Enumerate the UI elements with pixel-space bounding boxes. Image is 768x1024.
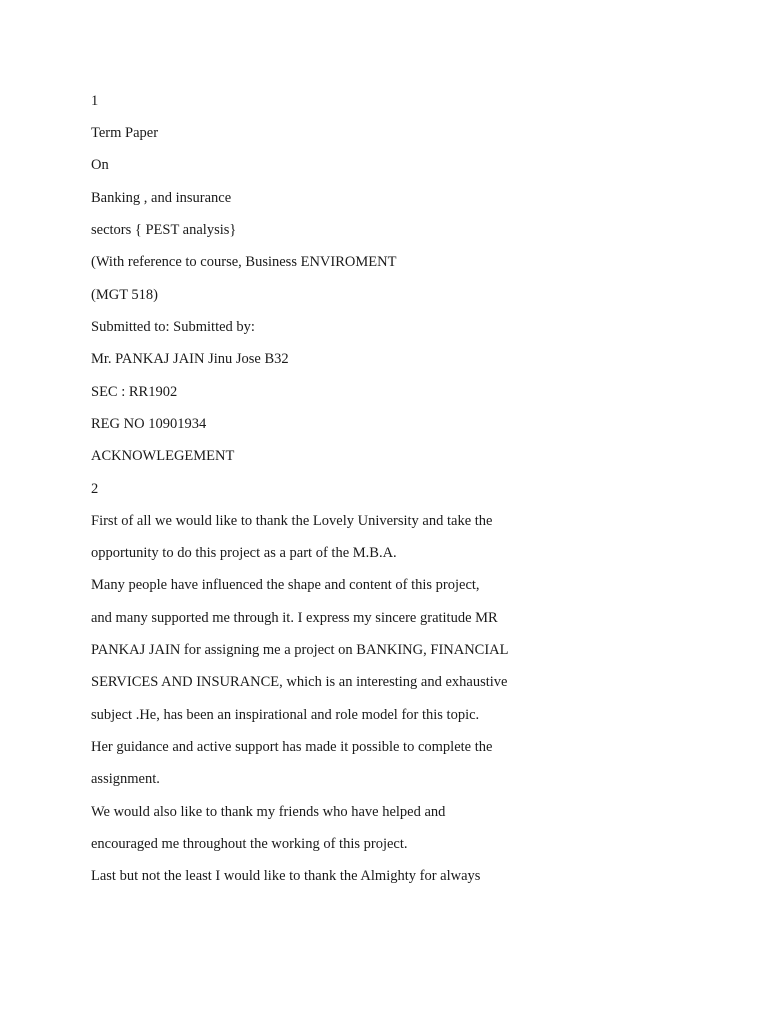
course-reference: (With reference to course, Business ENVIROMENT — [91, 254, 397, 270]
page-number: 1 — [91, 93, 99, 109]
registration-info: REG NO 10901934 — [91, 416, 207, 432]
submission-heading: Submitted to: Submitted by: — [91, 319, 255, 335]
section-heading: ACKNOWLEGEMENT — [91, 448, 235, 464]
body-text-line: and many supported me through it. I express my sincere gratitude MR — [91, 610, 498, 626]
body-text-line: opportunity to do this project as a part of the M.B.A. — [91, 545, 397, 561]
body-text-line: PANKAJ JAIN for assigning me a project on BANKING, FINANCIAL — [91, 642, 509, 658]
body-text-line: Last but not the least I would like to thank the Almighty for always — [91, 868, 481, 884]
course-code: (MGT 518) — [91, 287, 158, 303]
body-text-line: assignment. — [91, 771, 160, 787]
body-text-line: We would also like to thank my friends who have helped and — [91, 804, 446, 820]
page-number: 2 — [91, 481, 99, 497]
title-line: Banking , and insurance — [91, 190, 232, 206]
title-line: On — [91, 157, 109, 173]
submission-names: Mr. PANKAJ JAIN Jinu Jose B32 — [91, 351, 289, 367]
title-line: sectors { PEST analysis} — [91, 222, 237, 238]
body-text-line: SERVICES AND INSURANCE, which is an interesting and exhaustive — [91, 674, 508, 690]
body-text-line: encouraged me throughout the working of this project. — [91, 836, 408, 852]
body-text-line: subject .He, has been an inspirational and role model for this topic. — [91, 707, 480, 723]
section-info: SEC : RR1902 — [91, 384, 178, 400]
body-text-line: First of all we would like to thank the Lovely University and take the — [91, 513, 493, 529]
title-line: Term Paper — [91, 125, 159, 141]
body-text-line: Her guidance and active support has made it possible to complete the — [91, 739, 493, 755]
body-text-line: Many people have influenced the shape and content of this project, — [91, 577, 480, 593]
